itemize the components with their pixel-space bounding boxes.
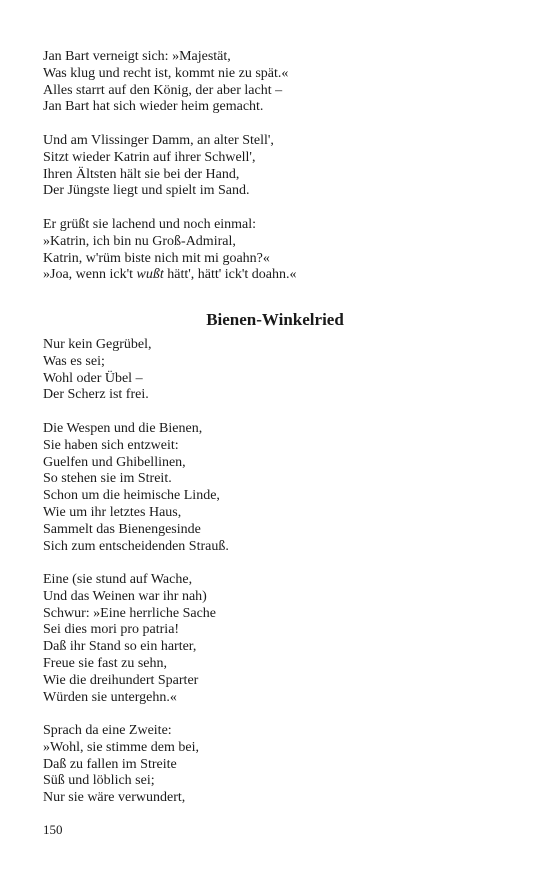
verse-line: Alles starrt auf den König, der aber lacht –	[43, 82, 283, 98]
verse-line: Sitzt wieder Katrin auf ihrer Schwell',	[43, 149, 256, 165]
verse-line: Die Wespen und die Bienen,	[43, 421, 203, 436]
verse-line: Wie die dreihundert Sparter	[43, 672, 199, 688]
verse-line: Ihren Ältsten hält sie bei der Hand,	[43, 166, 240, 182]
verse-line: So stehen sie im Streit.	[43, 471, 172, 487]
verse-line: Was klug und recht ist, kommt nie zu spät.«	[43, 65, 289, 81]
verse-text: »Joa, wenn ick't	[43, 267, 137, 283]
verse-line: Wohl oder Übel –	[43, 370, 143, 386]
poem2-stanza-4	[43, 723, 199, 807]
verse-line: Schwur: »Eine herrliche Sache	[43, 605, 216, 621]
verse-line: Guelfen und Ghibellinen,	[43, 454, 186, 470]
verse-line: Und am Vlissinger Damm, an alter Stell',	[43, 133, 274, 148]
verse-line: Sei dies mori pro patria!	[43, 622, 180, 638]
verse-line: Sprach da eine Zweite:	[43, 723, 172, 738]
poem1-stanza-1	[43, 49, 288, 116]
verse-line: Daß ihr Stand so ein harter,	[43, 639, 197, 655]
verse-line: »Katrin, ich bin nu Groß-Admiral,	[43, 233, 236, 249]
verse-line: »Wohl, sie stimme dem bei,	[43, 739, 199, 755]
page-number: 150	[43, 822, 63, 837]
verse-line: Nur sie wäre verwundert,	[43, 790, 186, 806]
verse-line: Daß zu fallen im Streite	[43, 756, 177, 772]
verse-line-emphasis	[43, 267, 297, 284]
verse-line: Nur kein Gegrübel,	[43, 337, 152, 352]
verse-line: Sie haben sich entzweit:	[43, 437, 179, 453]
poem-title: Bienen-Winkelried	[206, 310, 344, 329]
verse-line: Würden sie untergehn.«	[43, 689, 177, 705]
verse-line: Er grüßt sie lachend und noch einmal:	[43, 217, 257, 232]
verse-line: Freue sie fast zu sehn,	[43, 655, 168, 671]
verse-line: Sich zum entscheidenden Strauß.	[43, 538, 229, 554]
verse-line: Schon um die heimische Linde,	[43, 488, 220, 504]
poem1-stanza-2	[43, 133, 274, 200]
verse-line: Katrin, w'rüm biste nich mit mi goahn?«	[43, 250, 270, 266]
poem2-stanza-3	[43, 572, 216, 706]
verse-line: Der Jüngste liegt und spielt im Sand.	[43, 183, 250, 199]
verse-line: Jan Bart hat sich wieder heim gemacht.	[43, 99, 264, 115]
poem2-stanza-2	[43, 421, 229, 555]
emphasized-word: wußt	[136, 267, 164, 283]
verse-text: hätt', hätt' ick't doahn.«	[163, 267, 297, 283]
verse-line: Und das Weinen war ihr nah)	[43, 588, 207, 604]
poem1-stanza-3	[43, 217, 297, 284]
verse-line: Jan Bart verneigt sich: »Majestät,	[43, 49, 231, 64]
verse-line: Süß und löblich sei;	[43, 773, 155, 789]
verse-line: Der Scherz ist frei.	[43, 387, 149, 403]
verse-line: Sammelt das Bienengesinde	[43, 521, 201, 537]
verse-line: Eine (sie stund auf Wache,	[43, 572, 193, 587]
verse-line: Was es sei;	[43, 353, 105, 369]
poem2-stanza-1	[43, 337, 151, 404]
verse-line: Wie um ihr letztes Haus,	[43, 504, 182, 520]
